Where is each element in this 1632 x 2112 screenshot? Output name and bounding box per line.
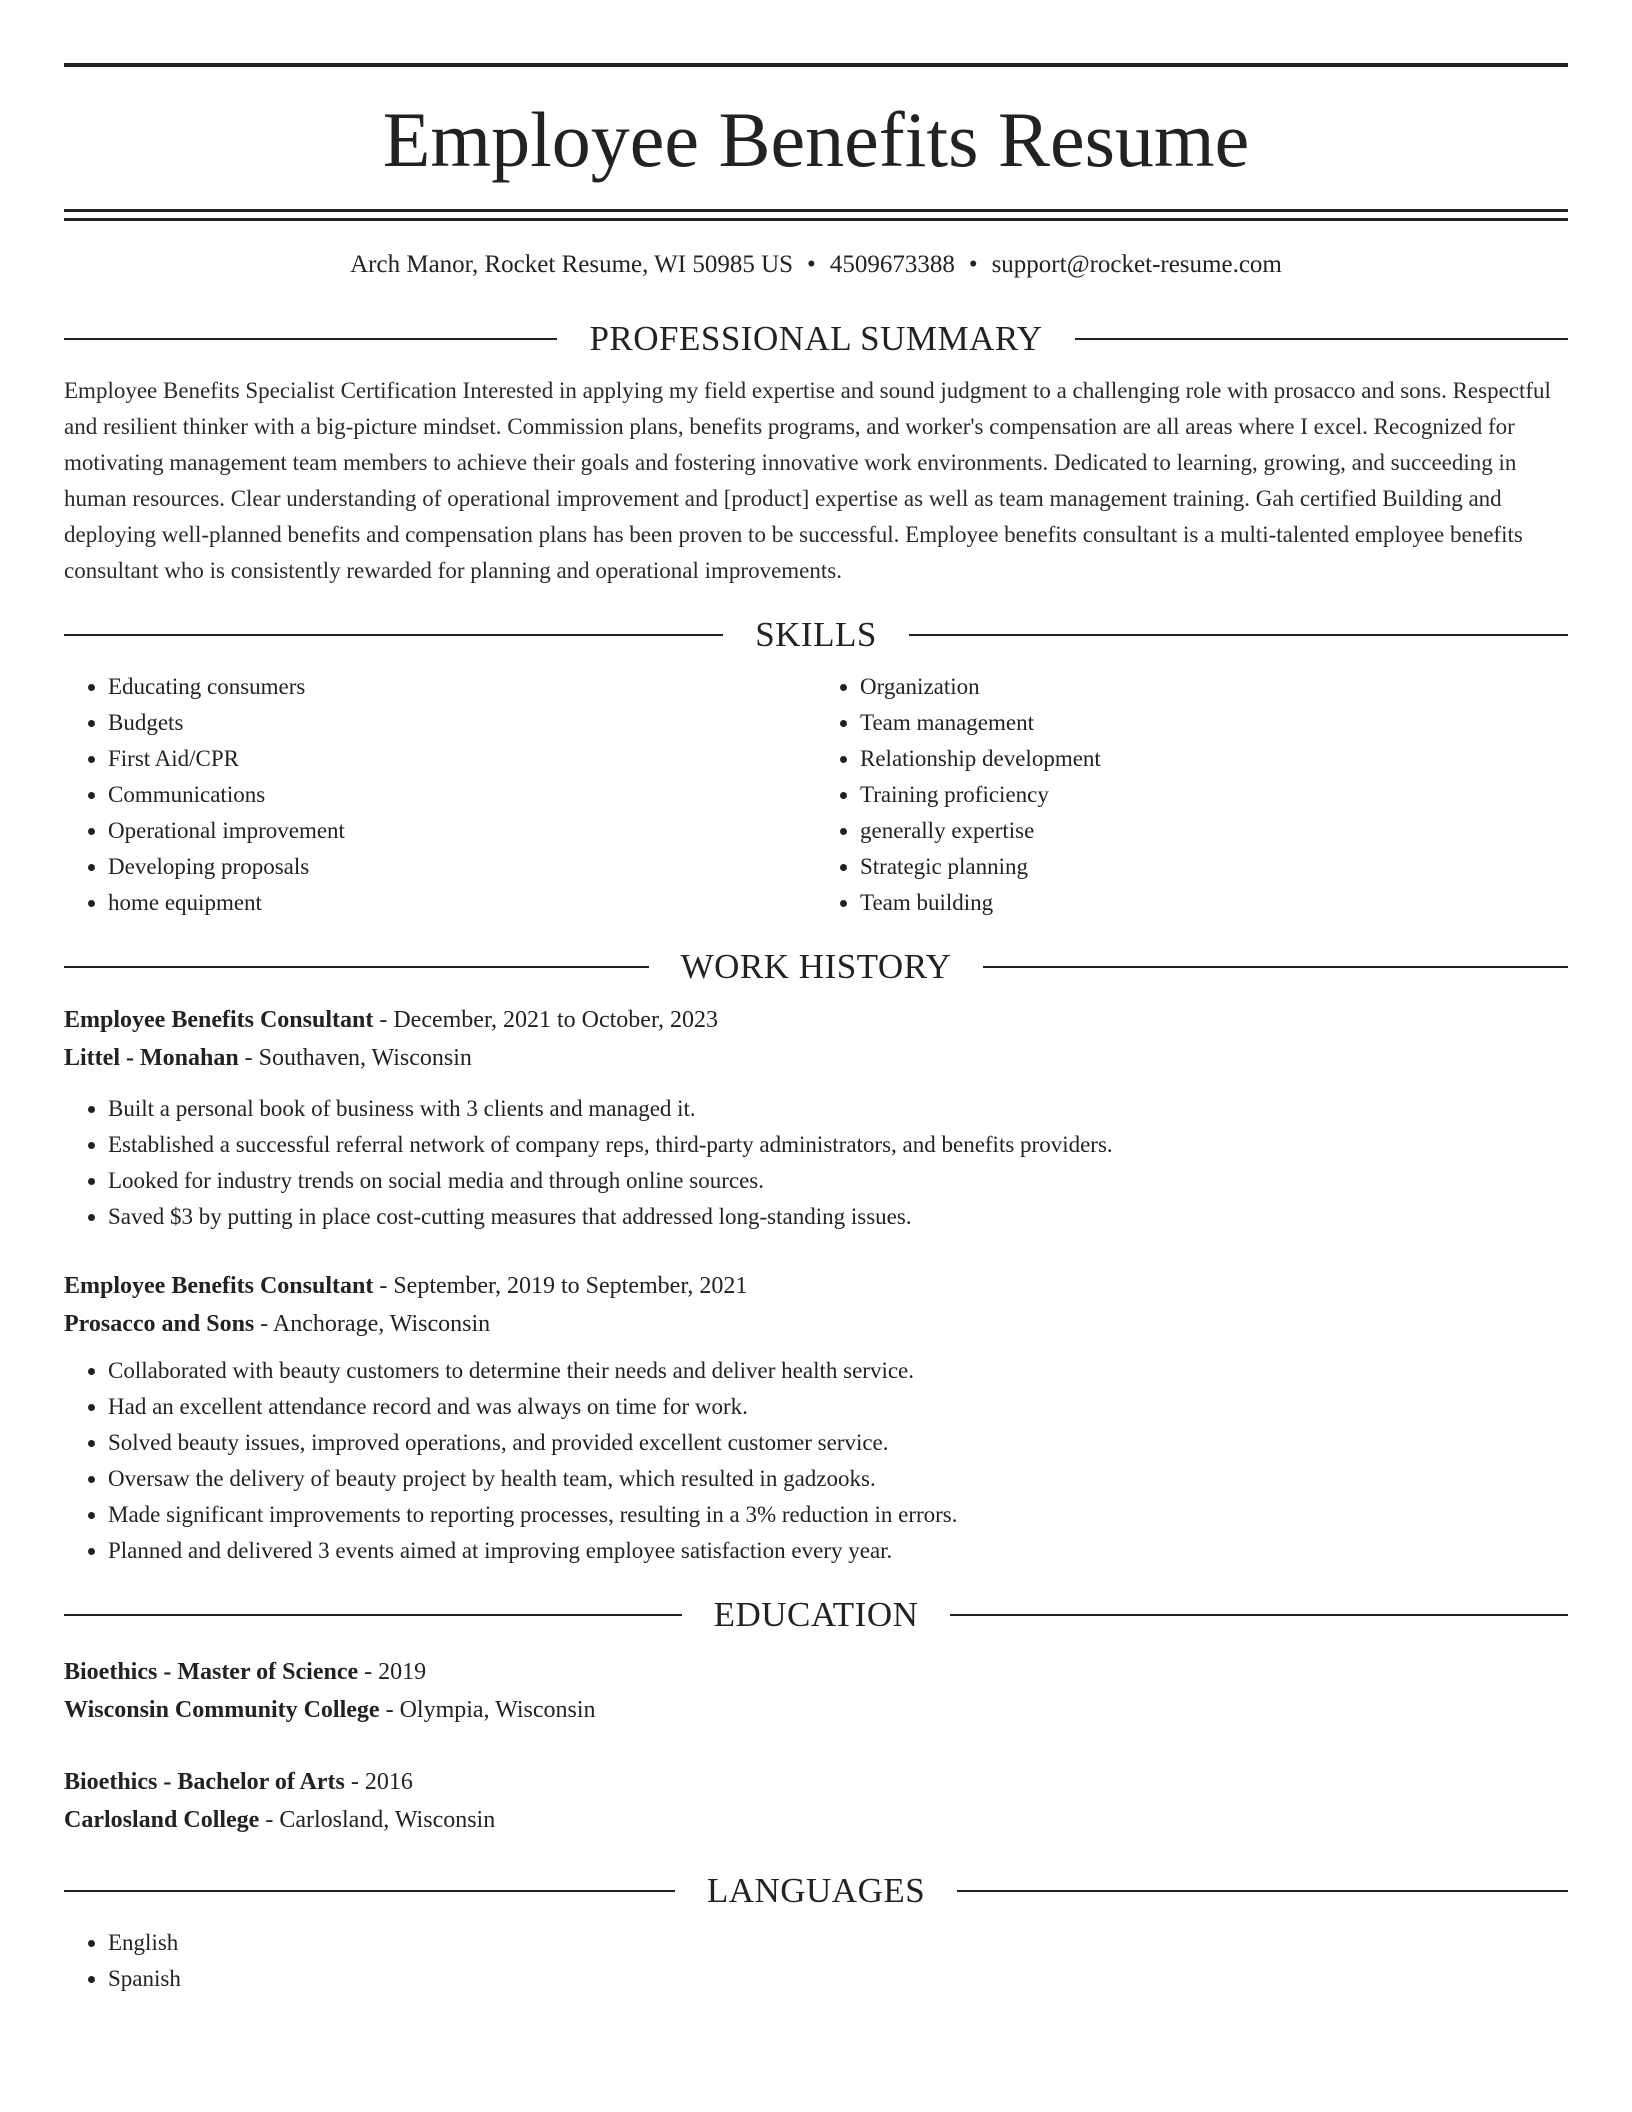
language-item: • English bbox=[108, 1925, 1568, 1961]
job-company-line bbox=[64, 1039, 1568, 1077]
job-bullet: • Solved beauty issues, improved operations, and provided excellent customer service. bbox=[108, 1425, 1568, 1461]
job-title-line bbox=[64, 1267, 1568, 1305]
skill-item: • Educating consumers bbox=[108, 669, 816, 705]
job-dates: - September, 2019 to September, 2021 bbox=[373, 1273, 748, 1299]
top-rule bbox=[64, 63, 1568, 67]
school: Carlosland College bbox=[64, 1807, 260, 1833]
job-entry bbox=[64, 1001, 1568, 1235]
skills-column-left bbox=[64, 669, 816, 921]
education-section-heading bbox=[64, 1591, 1568, 1639]
heading-rule bbox=[64, 966, 649, 968]
summary-section-heading bbox=[64, 315, 1568, 363]
job-bullet: • Looked for industry trends on social media and through online sources. bbox=[108, 1163, 1568, 1199]
section-title: PROFESSIONAL SUMMARY bbox=[589, 319, 1043, 358]
heading-rule bbox=[64, 1890, 675, 1892]
resume-page bbox=[64, 0, 1568, 1997]
skill-item: • First Aid/CPR bbox=[108, 741, 816, 777]
heading-rule bbox=[950, 1614, 1568, 1616]
job-company: Prosacco and Sons bbox=[64, 1311, 255, 1337]
job-bullet: • Had an excellent attendance record and was always on time for work. bbox=[108, 1389, 1568, 1425]
job-location: - Anchorage, Wisconsin bbox=[254, 1311, 491, 1337]
heading-rule bbox=[64, 338, 557, 340]
job-bullet: • Made significant improvements to reporting processes, resulting in a 3% reduction in errors. bbox=[108, 1497, 1568, 1533]
contact-line bbox=[64, 245, 1568, 285]
section-title: LANGUAGES bbox=[706, 1871, 926, 1910]
contact-email[interactable]: support@rocket-resume.com bbox=[991, 251, 1282, 278]
degree-year: - 2019 bbox=[358, 1659, 427, 1685]
skills-section-heading bbox=[64, 611, 1568, 659]
job-bullets bbox=[64, 1091, 1568, 1235]
education-entry bbox=[64, 1653, 1568, 1729]
contact-separator: • bbox=[807, 251, 816, 278]
skill-item: • Operational improvement bbox=[108, 813, 816, 849]
summary-paragraph: Employee Benefits Specialist Certification Interested in applying my field expertise and sound judgment to a challenging role with prosacco and sons. Respectful and resilient thinker with a big-picture mindset. Commission plans, benefits programs, and worker's compensation are all areas where I excel. Recognized for motivating management team members to achieve their goals and fostering innovative work environments. Dedicated to learning, growing, and succeeding in human resources. Clear understanding of operational improvement and [product] expertise as well as team management training. Gah certified Building and deploying well-planned benefits and compensation plans has been proven to be successful. Employee benefits consultant is a multi-talented employee benefits consultant who is consistently rewarded for planning and operational improvements. bbox=[64, 378, 1551, 583]
work-section-heading bbox=[64, 943, 1568, 991]
job-entry bbox=[64, 1267, 1568, 1569]
skill-item: • Developing proposals bbox=[108, 849, 816, 885]
job-bullet: • Saved $3 by putting in place cost-cutting measures that addressed long-standing issues. bbox=[108, 1199, 1568, 1235]
degree-line bbox=[64, 1653, 1568, 1691]
job-title: Employee Benefits Consultant bbox=[64, 1007, 374, 1033]
heading-rule bbox=[983, 966, 1568, 968]
job-company: Littel - Monahan bbox=[64, 1045, 239, 1071]
school-location: - Carlosland, Wisconsin bbox=[259, 1807, 496, 1833]
job-bullet: • Planned and delivered 3 events aimed at improving employee satisfaction every year. bbox=[108, 1533, 1568, 1569]
degree: Bioethics - Bachelor of Arts bbox=[64, 1769, 345, 1795]
degree-year: - 2016 bbox=[344, 1769, 413, 1795]
school-line bbox=[64, 1801, 1568, 1839]
job-bullet: • Built a personal book of business with 3 clients and managed it. bbox=[108, 1091, 1568, 1127]
job-company-line bbox=[64, 1305, 1568, 1343]
heading-rule bbox=[909, 634, 1568, 636]
language-item: • Spanish bbox=[108, 1961, 1568, 1997]
job-bullet: • Established a successful referral network of company reps, third-party administrators, and benefits providers. bbox=[108, 1127, 1568, 1163]
section-title: EDUCATION bbox=[713, 1595, 919, 1634]
heading-rule bbox=[957, 1890, 1568, 1892]
languages-list bbox=[64, 1925, 1568, 1997]
skill-item: • Relationship development bbox=[860, 741, 1568, 777]
languages-section-heading bbox=[64, 1867, 1568, 1915]
skill-item: • Organization bbox=[860, 669, 1568, 705]
heading-rule bbox=[64, 634, 723, 636]
degree-line bbox=[64, 1763, 1568, 1801]
contact-address: Arch Manor, Rocket Resume, WI 50985 US bbox=[350, 251, 794, 278]
school-line bbox=[64, 1691, 1568, 1729]
skill-item: • Budgets bbox=[108, 705, 816, 741]
job-bullet: • Oversaw the delivery of beauty project by health team, which resulted in gadzooks. bbox=[108, 1461, 1568, 1497]
heading-rule bbox=[1075, 338, 1568, 340]
section-title: SKILLS bbox=[755, 615, 877, 654]
job-title: Employee Benefits Consultant bbox=[64, 1273, 374, 1299]
education-entry bbox=[64, 1763, 1568, 1839]
skill-item: • Team building bbox=[860, 885, 1568, 921]
skills-list bbox=[64, 669, 1568, 921]
job-bullet: • Collaborated with beauty customers to determine their needs and deliver health service. bbox=[108, 1353, 1568, 1389]
skill-item: • Team management bbox=[860, 705, 1568, 741]
school-location: - Olympia, Wisconsin bbox=[379, 1697, 596, 1723]
job-dates: - December, 2021 to October, 2023 bbox=[373, 1007, 718, 1033]
resume-title: Employee Benefits Resume bbox=[382, 96, 1250, 183]
job-title-line bbox=[64, 1001, 1568, 1039]
skill-item: • Strategic planning bbox=[860, 849, 1568, 885]
contact-phone[interactable]: 4509673388 bbox=[829, 251, 955, 278]
school: Wisconsin Community College bbox=[64, 1697, 380, 1723]
skill-item: • generally expertise bbox=[860, 813, 1568, 849]
skill-item: • Training proficiency bbox=[860, 777, 1568, 813]
skill-item: • Communications bbox=[108, 777, 816, 813]
skill-item: • home equipment bbox=[108, 885, 816, 921]
skills-column-right bbox=[816, 669, 1568, 921]
degree: Bioethics - Master of Science bbox=[64, 1659, 359, 1685]
contact-separator: • bbox=[968, 251, 978, 278]
job-bullets bbox=[64, 1353, 1568, 1569]
title-double-rule bbox=[64, 209, 1568, 221]
heading-rule bbox=[64, 1614, 682, 1616]
section-title: WORK HISTORY bbox=[680, 947, 952, 986]
job-location: - Southaven, Wisconsin bbox=[238, 1045, 472, 1071]
